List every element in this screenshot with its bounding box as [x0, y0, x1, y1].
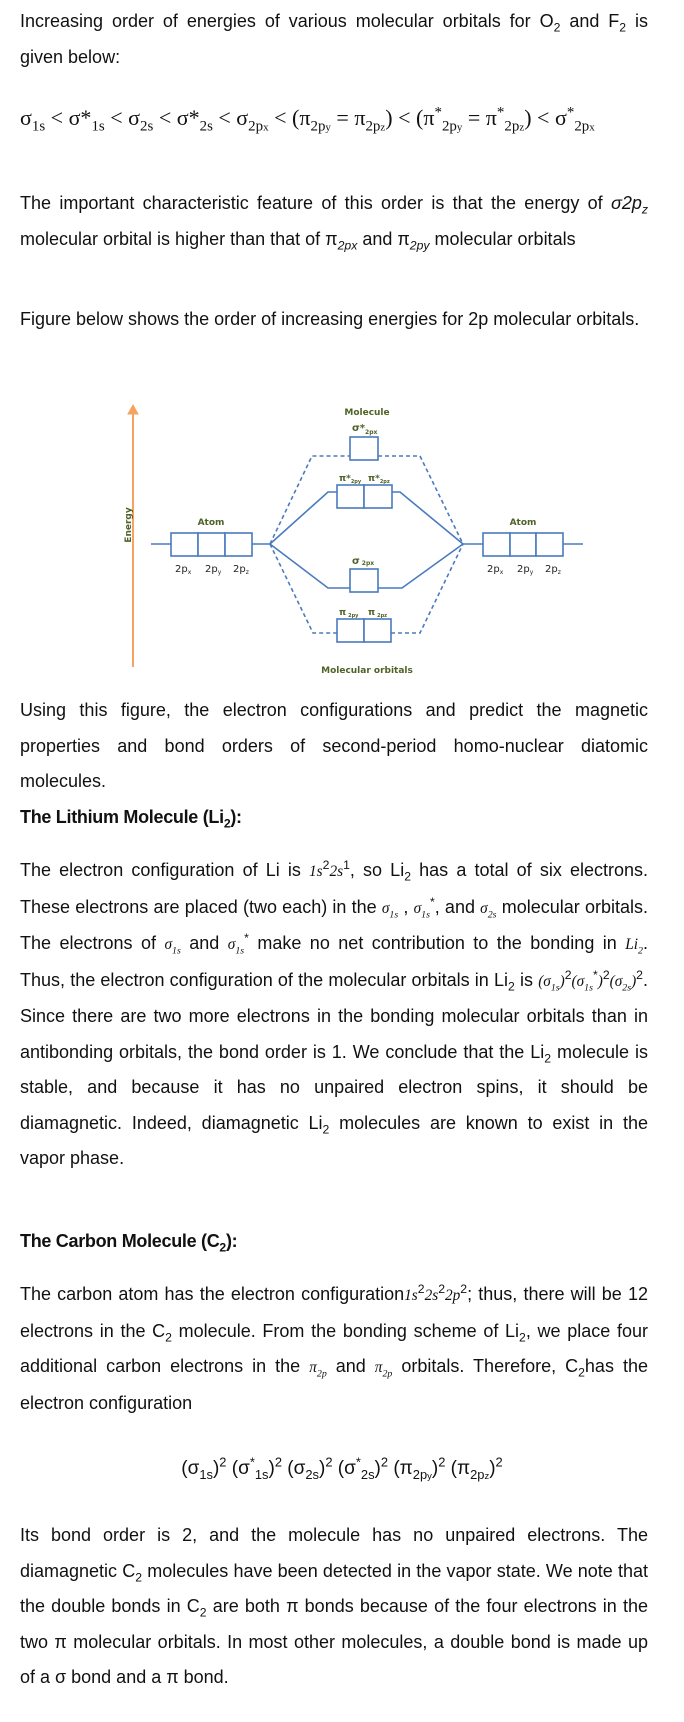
text-run: 2 [564, 967, 572, 982]
text-run: make no net contribution to the bonding in [248, 933, 626, 953]
text-run: * [355, 1454, 361, 1470]
pi-star-z-box [364, 485, 392, 508]
text-run: * [434, 104, 442, 121]
heading-lithium [20, 800, 648, 836]
text-run: (σ [609, 972, 623, 990]
text-run: 2 [495, 1454, 503, 1470]
para-carbon [20, 1277, 648, 1421]
text-run: 2p [445, 1287, 461, 1304]
text-run: ) < σ [524, 105, 567, 130]
atom-left-box-2px [171, 533, 198, 556]
text-run: 2 [636, 967, 643, 982]
text-run: 1s [91, 118, 105, 135]
text-run: π [374, 1359, 383, 1376]
pi-y-box [337, 619, 364, 642]
text-run: ) [268, 1458, 275, 1479]
label-sub: 2pz [377, 613, 388, 619]
text-run: 2 [404, 869, 412, 884]
text-run: are both π bonds because of the four electrons in the two π molecular orbitals. In most other molecules, a double bond is made up of a σ bond and a π bond. [20, 1596, 648, 1687]
text-run: ): [230, 807, 242, 827]
text-run: ) [212, 1458, 220, 1479]
text-run: < σ [104, 105, 141, 130]
pi-y-label [339, 608, 359, 619]
text-run: is given below: [20, 11, 649, 67]
text-run: * [429, 894, 435, 909]
text-run: Increasing order of energies of various molecular orbitals for O [20, 11, 554, 31]
atom-right-2pz: $2p_z$ [545, 564, 561, 576]
text-run: 2s [424, 1287, 439, 1304]
text-run: 2 [322, 1122, 330, 1137]
molecule-label: Molecule [344, 408, 390, 418]
text-run: 2 [199, 1605, 207, 1620]
text-run: 1s [309, 863, 323, 880]
label-main: σ [352, 556, 360, 567]
sigma-box [350, 569, 378, 592]
text-run: ) [374, 1458, 381, 1479]
text-run: molecular orbital is higher than that of π [20, 228, 338, 249]
text-run: 2 [602, 967, 610, 982]
label-main: π* [339, 474, 351, 484]
text-run: 2py [409, 238, 430, 253]
text-run: , we place four additional carbon electrons in the [20, 1320, 649, 1376]
text-run: * [592, 967, 598, 982]
para-lithium [20, 853, 648, 1177]
text-run: ) [489, 1458, 496, 1479]
text-run: z [484, 1470, 490, 1482]
text-run: 1s [172, 945, 181, 957]
pi-star-y-box [337, 485, 364, 508]
text-run: Li [625, 936, 639, 953]
text-run: x [589, 121, 595, 134]
text-run: , so Li [349, 860, 405, 880]
atom-label-right: Atom [509, 518, 537, 528]
text-run: and F [560, 11, 620, 31]
text-run: The Lithium Molecule (Li [20, 807, 224, 827]
atom-left-box-2py [198, 533, 225, 556]
text-run: 2p [470, 1466, 485, 1482]
text-run: < σ* [153, 105, 200, 130]
text-run: 1s [584, 982, 593, 994]
text-run: molecular orbitals [429, 228, 576, 249]
text-run: Its bond order is 2, and the molecule has no unpaired electrons. The diamagnetic C [20, 1525, 648, 1581]
text-run: has the electron configuration [20, 1356, 648, 1413]
text-run: σ [20, 105, 32, 130]
text-run: σ2p [610, 193, 642, 213]
text-run: molecular orbitals. The electrons of [20, 896, 648, 953]
text-run: molecule. From the bonding scheme of Li [171, 1320, 520, 1341]
text-run: ) [431, 1458, 439, 1479]
text-run: (π [388, 1458, 413, 1479]
text-run: * [496, 104, 505, 121]
text-run: 2 [619, 20, 627, 35]
para-characteristic [20, 186, 648, 257]
text-run: 2p [441, 118, 457, 135]
label-sub: 2py [348, 613, 359, 619]
text-run: 2 [578, 1365, 585, 1380]
text-run: 2 [638, 945, 643, 957]
text-run: ; thus, there will be 12 electrons in the C [20, 1284, 648, 1341]
text-run: 2p [310, 118, 326, 135]
text-run: * [249, 1454, 255, 1470]
text-run: 1s [254, 1466, 269, 1482]
pi-star-z-label [368, 474, 390, 485]
text-run: 1s [550, 982, 560, 994]
text-run: (σ [181, 1458, 200, 1479]
atom-left-2pz: $2p_z$ [233, 564, 249, 576]
text-run: = π [330, 105, 366, 130]
text-run: 1s [31, 118, 46, 135]
text-run: ): [225, 1231, 238, 1251]
text-run: 2 [223, 816, 231, 831]
atom-left-2py: $2p_y$ [205, 564, 222, 576]
text-run: Figure below shows the order of increasing energies for 2p molecular orbitals. [20, 309, 640, 329]
para-intro [20, 4, 648, 75]
text-run: 2 [417, 1282, 425, 1296]
text-run: and π [357, 228, 410, 249]
text-run: 2 [274, 1454, 283, 1470]
text-run: and [180, 933, 228, 953]
atom-right-2px: $2p_x$ [487, 564, 504, 576]
text-run: 2s [140, 118, 154, 135]
label-main: π [368, 608, 376, 618]
text-run: y [456, 121, 463, 134]
label-main: σ* [352, 423, 366, 434]
text-run: orbitals. Therefore, C [392, 1356, 579, 1376]
text-run: (σ [571, 972, 585, 990]
text-run: σ [413, 899, 422, 917]
text-run: . Thus, the electron configuration of the molecular orbitals in Li [20, 933, 648, 990]
text-run: 2 [219, 1454, 227, 1470]
text-run: z [519, 121, 525, 134]
text-run: (σ [282, 1458, 306, 1479]
text-run: 2p [504, 118, 520, 135]
text-run: * [244, 931, 249, 945]
text-run: Using this figure, the electron configurations and predict the magnetic properties and bond orders of second-period homo-nuclear diatomic molecules. [20, 700, 648, 791]
text-run: y [325, 121, 331, 134]
energy-label: Energy [124, 507, 134, 543]
text-run: 2 [135, 1570, 143, 1585]
text-run: 2s [329, 863, 344, 880]
text-run: σ [381, 899, 390, 917]
text-run: z [641, 202, 648, 217]
label-sub: 2pz [379, 479, 390, 485]
text-run: 2s [199, 118, 213, 135]
text-run: ) [559, 972, 565, 990]
text-run: 2p [316, 1368, 327, 1380]
text-run: 2 [507, 979, 515, 994]
text-run: 2 [438, 1282, 445, 1296]
pi-z-label [368, 608, 387, 619]
text-run: (σ [226, 1458, 250, 1479]
text-run: (π [445, 1458, 471, 1479]
para-using-figure [20, 693, 648, 800]
text-run: ) [631, 972, 637, 990]
atom-right-2py: $2p_y$ [517, 564, 534, 576]
sigma-label [352, 556, 374, 567]
text-run: σ [227, 936, 236, 953]
heading-carbon [20, 1224, 648, 1260]
text-run: 2p [382, 1368, 393, 1380]
text-run: The important characteristic feature of this order is that the energy of [20, 193, 611, 213]
text-run: σ [480, 899, 488, 917]
text-run: ) [597, 972, 603, 990]
atom-right-box-2px [483, 533, 510, 556]
text-run: 1 [343, 858, 350, 872]
text-run: 2 [460, 1282, 468, 1296]
text-run: . Since there are two more electrons in the bonding molecular orbitals than in antibonding orbitals, the bond order is 1. We conclude that the Li [20, 969, 648, 1062]
text-run: The Carbon Molecule (C [20, 1231, 220, 1251]
text-run: y [427, 1470, 432, 1482]
text-run: 2 [165, 1330, 172, 1345]
text-run: ) < (π [385, 105, 435, 130]
text-run: 1s [389, 909, 399, 921]
carbon-configuration-formula [0, 1454, 684, 1482]
para-figure-intro [20, 302, 648, 338]
atom-right-box-2py [510, 533, 536, 556]
para-carbon-conclusion [20, 1518, 648, 1696]
text-run: , [398, 896, 414, 917]
label-sub: 2py [350, 479, 362, 485]
text-run: 2s [360, 1466, 375, 1482]
text-run: < (π [268, 105, 311, 130]
text-run: 2 [438, 1454, 446, 1470]
text-run: 1s [235, 945, 245, 957]
text-run: ) [319, 1458, 326, 1479]
text-run: (σ [332, 1458, 356, 1479]
text-run: 1s [199, 1466, 213, 1482]
sigma-star-box [350, 437, 378, 460]
text-run: * [566, 104, 575, 121]
atom-right-box-2pz [536, 533, 563, 556]
text-run: 2s [622, 982, 632, 994]
text-run: σ [164, 936, 173, 953]
text-run: < σ [212, 105, 249, 130]
text-run: 2 [219, 1240, 226, 1255]
pi-star-y-label [339, 474, 362, 485]
text-run: molecules are known to exist in the vapor phase. [20, 1112, 648, 1168]
text-run: x [263, 121, 269, 134]
label-main: π [339, 608, 347, 618]
text-run: 2p [365, 118, 381, 135]
text-run: molecule is stable, and because it has no unpaired electron spins, it should be diamagnetic. Indeed, diamagnetic Li [20, 1041, 648, 1133]
text-run: 2 [544, 1051, 552, 1066]
text-run: 2p [248, 118, 264, 135]
text-run: The electron configuration of Li is [20, 860, 310, 880]
text-run: , and [434, 896, 481, 917]
text-run: 1s [421, 909, 430, 921]
text-run: 2 [553, 20, 561, 35]
orbital-order-formula [20, 104, 660, 135]
label-main: π* [368, 474, 380, 484]
label-sub: 2px [365, 429, 378, 436]
atom-label-left: Atom [197, 518, 225, 528]
text-run: 2 [519, 1330, 526, 1345]
text-run: The carbon atom has the electron configuration [20, 1284, 405, 1304]
text-run: π [309, 1359, 317, 1376]
atom-left-2px: $2p_x$ [175, 564, 192, 576]
sigma-star-label [352, 423, 378, 436]
text-run: 2s [487, 909, 497, 921]
text-run: 2p [574, 118, 590, 135]
text-run: 2 [322, 858, 330, 872]
molecular-orbitals-label: Molecular orbitals [321, 666, 413, 676]
text-run: molecules have been detected in the vapor state. We note that the double bonds in C [20, 1560, 649, 1616]
text-run: 2p [412, 1466, 428, 1482]
text-run: < σ* [45, 105, 92, 130]
mo-energy-diagram [0, 380, 684, 680]
text-run: has a total of six electrons. These electrons are placed (two each) in the [20, 860, 649, 917]
text-run: 1s [404, 1287, 418, 1304]
text-run: 2s [305, 1466, 319, 1482]
text-run: is [514, 969, 539, 990]
atom-left-box-2pz [225, 533, 252, 556]
text-run: z [380, 121, 386, 134]
pi-z-box [364, 619, 391, 642]
text-run: and [326, 1356, 375, 1376]
text-run: (σ [538, 972, 551, 990]
text-run: 2 [325, 1454, 333, 1470]
label-sub: 2px [361, 560, 375, 567]
text-run: = π [462, 105, 497, 130]
text-run: 2px [337, 238, 358, 253]
text-run: 2 [380, 1454, 389, 1470]
